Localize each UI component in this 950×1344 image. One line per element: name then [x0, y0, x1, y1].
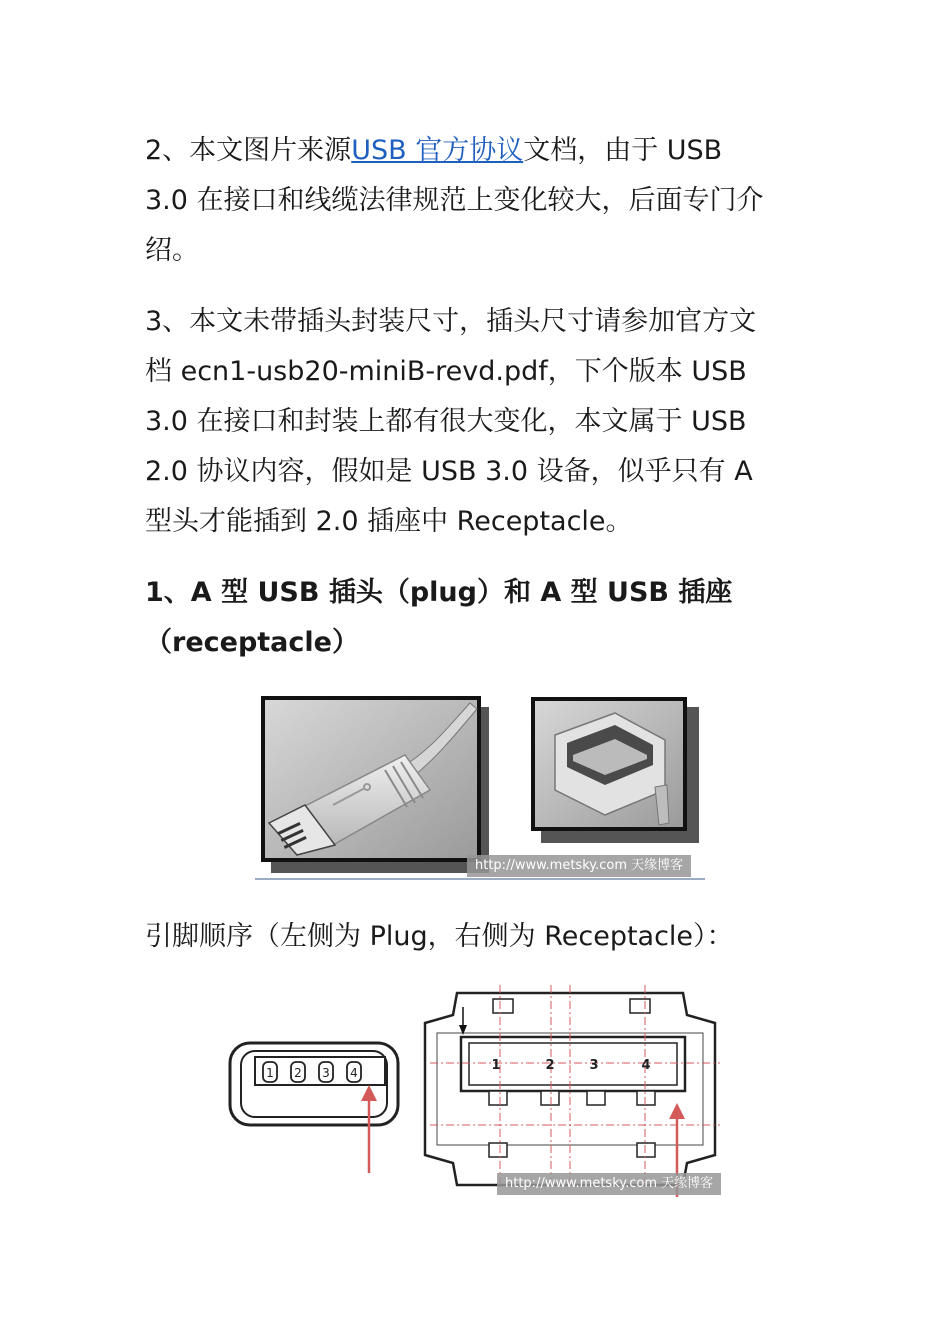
heading-line: （receptacle） [145, 627, 359, 658]
plug-pin-label: 4 [350, 1066, 358, 1080]
receptacle-outline [425, 985, 720, 1197]
receptacle-pin-label: 4 [641, 1058, 651, 1073]
usb-a-photo-illustration [255, 695, 705, 881]
paragraph-image-source [145, 126, 810, 276]
receptacle-arrow-head [669, 1103, 685, 1119]
caption-line: 引脚顺序（左侧为 Plug，右侧为 Receptacle）： [145, 921, 734, 952]
usb-a-pinout-diagram [225, 985, 735, 1200]
watermark: http://www.metsky.com 天缘博客 [467, 855, 691, 877]
paragraph-line: 3.0 在接口和封装上都有很大变化，本文属于 USB [145, 406, 747, 437]
paragraph-line: 档 ecn1-usb20-miniB-revd.pdf，下个版本 USB [145, 356, 747, 387]
receptacle-pin-label: 3 [589, 1058, 599, 1073]
plug-pin-label: 3 [322, 1066, 330, 1080]
plug-pin-label: 1 [266, 1066, 274, 1080]
section-heading [145, 568, 810, 668]
heading-line: 1、A 型 USB 插头（plug）和 A 型 USB 插座 [145, 577, 733, 608]
usb-a-pinout-figure [225, 985, 735, 1200]
plug-outline [230, 1043, 398, 1173]
receptacle-pin-label: 2 [545, 1058, 555, 1073]
usb-a-photo-figure [255, 695, 705, 881]
paragraph-line: 3、本文未带插头封装尺寸，插头尺寸请参加官方文 [145, 306, 757, 337]
watermark: http://www.metsky.com 天缘博客 [497, 1173, 721, 1195]
paragraph-line: 绍。 [145, 235, 199, 266]
plug-arrow-head [361, 1085, 377, 1101]
paragraph-line [145, 126, 810, 176]
paragraph-line: 3.0 在接口和线缆法律规范上变化较大，后面专门介 [145, 185, 764, 216]
receptacle-pin-label: 1 [491, 1058, 501, 1073]
paragraph-line: 型头才能插到 2.0 插座中 Receptacle。 [145, 506, 633, 537]
plug-pin-label: 2 [294, 1066, 302, 1080]
pin-order-caption [145, 912, 810, 962]
text-span: 2、本文图片来源 [145, 135, 352, 166]
paragraph-plug-dimensions [145, 297, 810, 547]
text-span: 文档，由于 USB [523, 135, 723, 166]
usb-spec-link[interactable]: USB 官方协议 [351, 135, 524, 166]
paragraph-line: 2.0 协议内容，假如是 USB 3.0 设备，似乎只有 A [145, 456, 753, 487]
